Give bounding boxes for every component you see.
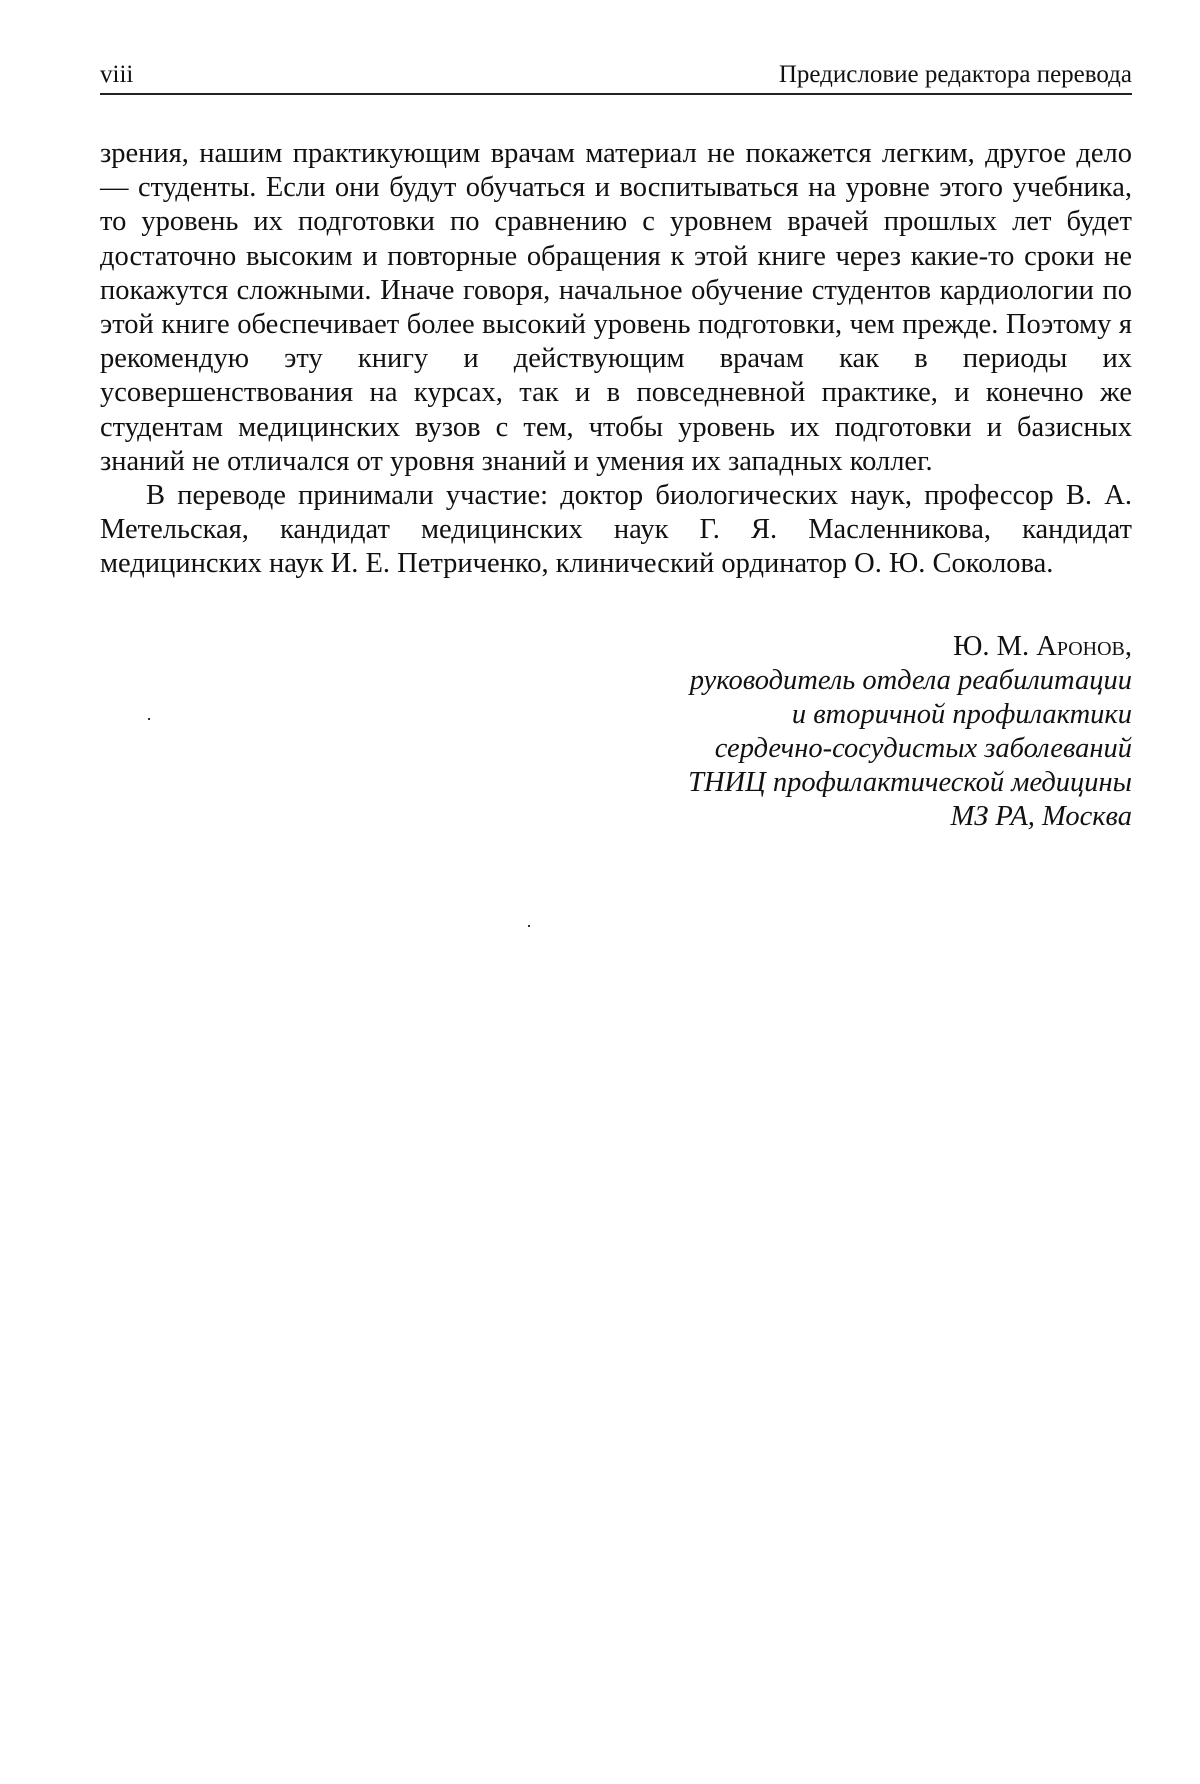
running-title: Предисловие редактора перевода bbox=[778, 61, 1132, 88]
signature-role-line: и вторичной профилактики bbox=[791, 698, 1132, 730]
signature-initials: Ю. М. bbox=[953, 630, 1037, 662]
signature-block bbox=[100, 630, 1132, 834]
scan-speck bbox=[528, 925, 530, 927]
page bbox=[100, 60, 1132, 834]
signature-surname: Аронов, bbox=[1036, 630, 1132, 662]
signature-name bbox=[100, 630, 1132, 664]
paragraph-continuation: зрения, нашим практикующим врачам материал не покажется легким, другое дело — студенты. Если они будут обучаться и воспитываться на уровне этого учебника, то уровень их подготовки по сравнению с уровнем врачей прошлых лет будет достаточно высоким и повторные обращения к этой книге через какие-то сроки не покажутся сложными. Иначе говоря, начальное обучение студентов кардиологии по этой книге обеспечивает более высокий уровень подготовки, чем прежде. Поэтому я рекомендую эту книгу и действующим врачам как в периоды их усовершенствования на курсах, так и в повседневной практике, и конечно же студентам медицинских вузов с тем, чтобы уровень их подготовки и базисных знаний не отличался от уровня знаний и умения их западных коллег. bbox=[100, 138, 1132, 477]
scan-speck bbox=[148, 718, 150, 720]
signature-role-line: сердечно-сосудистых заболеваний bbox=[714, 732, 1132, 764]
page-number: viii bbox=[100, 61, 134, 88]
signature-role-line: МЗ РА, Москва bbox=[950, 800, 1132, 832]
signature-role-line: руководитель отдела реабилитации bbox=[689, 664, 1132, 696]
body-text bbox=[100, 137, 1132, 582]
running-head bbox=[100, 60, 1132, 95]
signature-role-line: ТНИЦ профилактической медицины bbox=[688, 766, 1132, 798]
paragraph-translators: В переводе принимали участие: доктор биологических наук, профессор В. А. Метельская, кандидат медицинских наук Г. Я. Масленникова, кандидат медицинских наук И. Е. Петриченко, клинический ординатор О. Ю. Соколова. bbox=[100, 480, 1132, 580]
